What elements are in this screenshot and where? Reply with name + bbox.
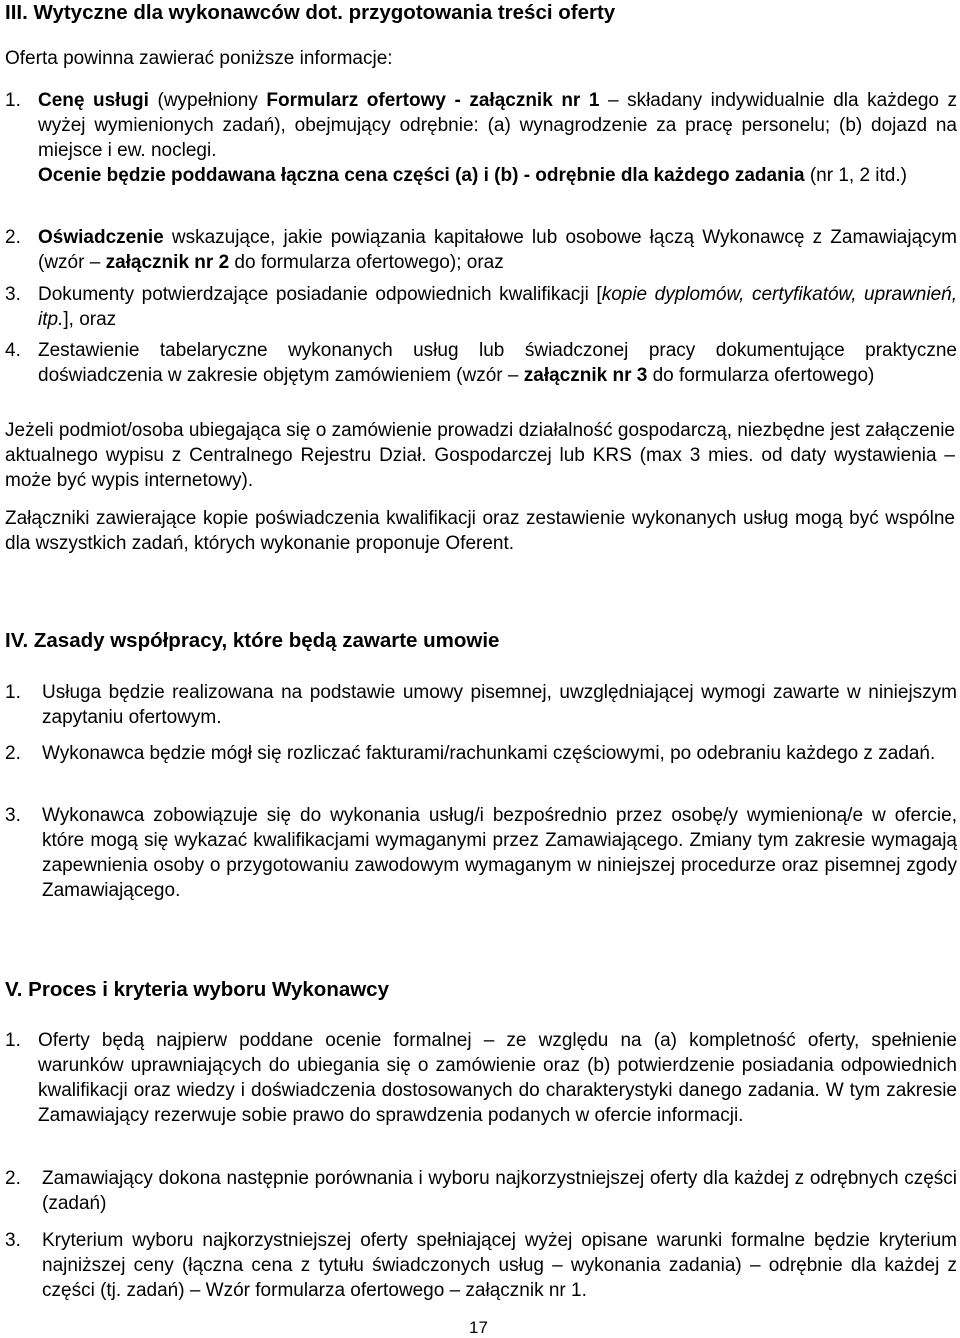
- list-item-2: [5, 225, 957, 275]
- paragraph-register: Jeżeli podmiot/osoba ubiegająca się o zamówienie prowadzi działalność gospodarczą, niezbędne jest załączenie aktualnego wypisu z Centralnego Rejestru Dział. Gospodarczej lub KRS (max 3 mies. od daty wystawienia – może być wypis internetowy).: [5, 420, 955, 491]
- list-number: 2.: [5, 1168, 21, 1189]
- list-item-3: [5, 803, 957, 903]
- list-text: Dokumenty potwierdzające posiadanie odpowiednich kwalifikacji [kopie dyplomów, certyfikatów, uprawnień, itp.], oraz: [38, 284, 957, 330]
- list-number: 3.: [5, 805, 21, 826]
- section-5-heading: V. Proces i kryteria wyboru Wykonawcy: [5, 978, 389, 1001]
- bold-text: załącznik nr 2: [105, 252, 230, 273]
- list-text: Wykonawca zobowiązuje się do wykonania usług/i bezpośrednio przez osobę/y wymienioną/e w ofercie, które mogą się wykazać kwalifikacjami wymaganymi przez Zamawiającego. Zmiany tym zakresie wymagają zapewnienia osoby o przygotowaniu zawodowym wymaganym w niniejszej procedurze oraz pisemnej zgody Zamawiającego.: [42, 805, 957, 901]
- bold-text: Formularz ofertowy - załącznik nr 1: [266, 90, 600, 111]
- section-4-heading: IV. Zasady współpracy, które będą zawarte umowie: [5, 629, 500, 652]
- list-number: 1.: [5, 90, 21, 111]
- list-text: Wykonawca będzie mógł się rozliczać fakturami/rachunkami częściowymi, po odebraniu każdego z zadań.: [42, 743, 936, 764]
- bold-text: Oświadczenie: [38, 227, 164, 248]
- list-item-4: [5, 338, 957, 388]
- list-text: Cenę usługi (wypełniony Formularz ofertowy - załącznik nr 1 – składany indywidualnie dla każdego z wyżej wymienionych zadań), obejmujący odrębnie: (a) wynagrodzenie za pracę personelu; (b) dojazd na miejsce i ew. noclegi. Ocenie będzie poddawana łączna cena części (a) i (b) - odrębnie dla każdego zadania (nr 1, 2 itd.): [38, 90, 958, 186]
- list-text: Usługa będzie realizowana na podstawie umowy pisemnej, uwzględniającej wymogi zawarte w niniejszym zapytaniu ofertowym.: [42, 682, 957, 728]
- bold-text: Ocenie będzie poddawana łączna cena części (a) i (b) - odrębnie dla każdego zadania: [38, 165, 805, 186]
- paragraph-attachments: Załączniki zawierające kopie poświadczenia kwalifikacji oraz zestawienie wykonanych usług mogą być wspólne dla wszystkich zadań, których wykonanie proponuje Oferent.: [5, 508, 955, 554]
- list-number: 4.: [5, 340, 21, 361]
- list-item-1: [5, 88, 957, 188]
- list-text: Oświadczenie wskazujące, jakie powiązania kapitałowe lub osobowe łączą Wykonawcę z Zamawiającym (wzór – załącznik nr 2 do formularza ofertowego); oraz: [38, 227, 957, 273]
- list-item-3: [5, 1228, 957, 1303]
- list-number: 2.: [5, 227, 21, 248]
- list-item-3: [5, 282, 957, 332]
- list-item-1: [5, 680, 957, 730]
- list-number: 2.: [5, 743, 21, 764]
- list-number: 1.: [5, 682, 21, 703]
- list-number: 1.: [5, 1030, 21, 1051]
- list-item-2: [5, 1166, 957, 1216]
- page-number: 17: [469, 1318, 488, 1337]
- section-3-intro: Oferta powinna zawierać poniższe informacje:: [5, 48, 393, 69]
- list-text: Zamawiający dokona następnie porównania i wyboru najkorzystniejszej oferty dla każdej z odrębnych części (zadań): [42, 1168, 957, 1214]
- section-3-heading: III. Wytyczne dla wykonawców dot. przygotowania treści oferty: [5, 1, 616, 24]
- list-item-1: [5, 1028, 957, 1128]
- list-text: Oferty będą najpierw poddane ocenie formalnej – ze względu na (a) kompletność oferty, spełnienie warunków uprawniających do ubiegania się o zamówienie oraz (b) potwierdzenie posiadania odpowiednich kwalifikacji oraz wiedzy i doświadczenia dostosowanych do charakterystyki danego zadania. W tym zakresie Zamawiający rezerwuje sobie prawo do sprawdzenia podanych w ofercie informacji.: [38, 1030, 957, 1126]
- bold-text: załącznik nr 3: [523, 365, 648, 386]
- list-item-2: [5, 741, 957, 766]
- list-number: 3.: [5, 1230, 21, 1251]
- list-text: Zestawienie tabelaryczne wykonanych usług lub świadczonej pracy dokumentujące praktyczne doświadczenia w zakresie objętym zamówieniem (wzór – załącznik nr 3 do formularza ofertowego): [38, 340, 957, 386]
- list-number: 3.: [5, 284, 21, 305]
- list-text: Kryterium wyboru najkorzystniejszej oferty spełniającej wyżej opisane warunki formalne będzie kryterium najniższej ceny (łączna cena z tytułu świadczonych usług – wykonania zadania) – odrębnie dla każdej z części (tj. zadań) – Wzór formularza ofertowego – załącznik nr 1.: [42, 1230, 957, 1301]
- italic-text: kopie dyplomów, certyfikatów, uprawnień, itp.: [38, 284, 957, 330]
- bold-text: Cenę usługi: [38, 90, 149, 111]
